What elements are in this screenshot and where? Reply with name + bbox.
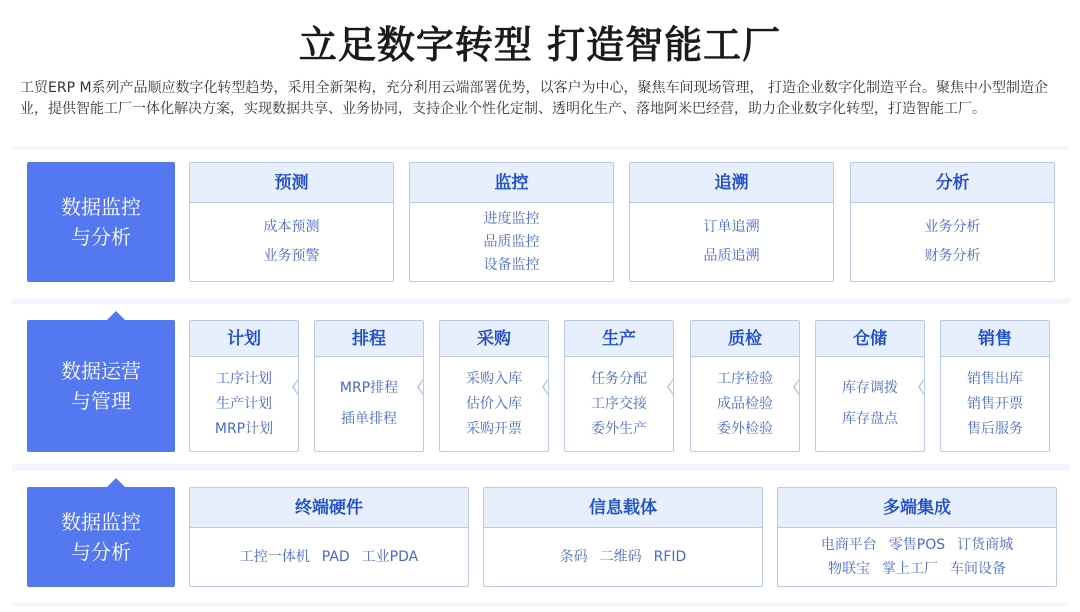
card-item: 车间设备 [950,561,1006,577]
card-item: 设备监控 [483,256,540,273]
card-title: 生产 [565,321,673,357]
card-item: 采购入库 [466,370,522,387]
card-plan [189,320,299,452]
card-title: 计划 [190,321,298,357]
card-multi-terminal-integration [777,487,1057,587]
card-item: 估价入库 [466,395,522,412]
card-purchasing [439,320,549,452]
row-label-notch [107,478,125,487]
card-item: 订货商城 [957,537,1014,553]
card-item: 二维码 [599,549,642,565]
card-item: 工业PDA [361,549,419,565]
card-title: 分析 [851,163,1054,203]
card-item: 订单追溯 [703,219,760,235]
card-monitor [409,162,614,282]
card-item: PAD [321,549,350,565]
card-item: 电商平台 [820,537,877,553]
card-item: 成品检验 [717,395,773,412]
card-item: 工序检验 [717,370,773,387]
card-arrow [793,377,800,397]
card-item: 库存盘点 [842,411,898,427]
card-scheduling [314,320,424,452]
card-production [564,320,674,452]
card-item: 采购开票 [466,420,522,437]
card-item: 业务分析 [924,219,981,235]
row-label-line: 数据监控 [61,510,141,534]
card-warehouse [815,320,925,452]
card-item: 掌上工厂 [882,561,938,577]
card-arrow [542,377,549,397]
row-label-line: 数据监控 [61,195,141,219]
row-label-line: 与分析 [71,225,131,249]
card-item: 财务分析 [924,248,981,264]
card-item: 业务预警 [263,248,320,264]
card-title: 质检 [691,321,799,357]
card-arrow [417,377,424,397]
page-title: 立足数字转型 打造智能工厂 [298,23,782,67]
card-item: 库存调拨 [842,380,898,396]
card-item: 成本预测 [263,219,320,235]
card-item: 品质追溯 [703,248,760,264]
card-title: 追溯 [630,163,833,203]
card-item: 委外检验 [717,420,773,437]
card-item: 任务分配 [591,370,647,387]
card-item: 条码 [559,549,588,565]
card-item: 工序交接 [591,395,647,412]
card-item: 工控一体机 [239,549,310,565]
card-title: 预测 [190,163,393,203]
card-item: 物联宝 [828,561,870,577]
card-item: 销售出库 [967,370,1023,387]
card-title: 排程 [315,321,423,357]
card-item: 售后服务 [967,420,1023,437]
row-label-terminals-integration [27,487,175,587]
card-title: 仓储 [816,321,924,357]
card-item: 进度监控 [483,210,540,227]
card-item: MRP计划 [214,420,274,437]
card-title: 监控 [410,163,613,203]
card-title: 采购 [440,321,548,357]
page-description: 工贸ERP M系列产品顺应数字化转型趋势，采用全新架构，充分利用云端部署优势，以客户为中心，聚焦车间现场管理， 打造企业数字化制造平台。聚焦中小型制造企业，提供智能工厂一体化解决方案，实现数据共享、业务协同，支持企业个性化定制、透明化生产、落地阿米巴经营，助力企业数字化转型，打造智能工厂。 [20,80,1048,117]
card-arrow [667,377,674,397]
card-item: 插单排程 [341,411,397,427]
row-label-line: 数据运营 [61,359,141,383]
card-item: 委外生产 [591,420,647,437]
card-title: 信息载体 [484,488,762,528]
card-item: 工序计划 [216,370,272,387]
row-label-notch [107,311,125,320]
card-arrow [918,377,925,397]
card-quality-inspection [690,320,800,452]
architecture-panel [12,146,1070,606]
row-operations-management [12,304,1070,464]
card-arrow [292,377,299,397]
card-title: 终端硬件 [190,488,468,528]
card-item: 生产计划 [216,395,272,412]
row-label-operations-management [27,320,175,452]
row-terminals-integration [12,471,1070,603]
card-item: 品质监控 [483,233,540,250]
row-label-monitoring-analysis [27,162,175,282]
card-title: 销售 [941,321,1049,357]
card-item: MRP排程 [339,380,399,396]
card-item: RFID [653,549,687,565]
card-item: 零售POS [888,537,946,553]
card-forecast [189,162,394,282]
row-monitoring-analysis [12,150,1070,298]
card-item: 销售开票 [967,395,1023,412]
row-label-line: 与分析 [71,540,131,564]
card-terminal-hardware [189,487,469,587]
row-label-line: 与管理 [71,389,131,413]
card-sales [940,320,1050,452]
card-information-carrier [483,487,763,587]
card-traceability [629,162,834,282]
card-analysis [850,162,1055,282]
card-title: 多端集成 [778,488,1056,528]
